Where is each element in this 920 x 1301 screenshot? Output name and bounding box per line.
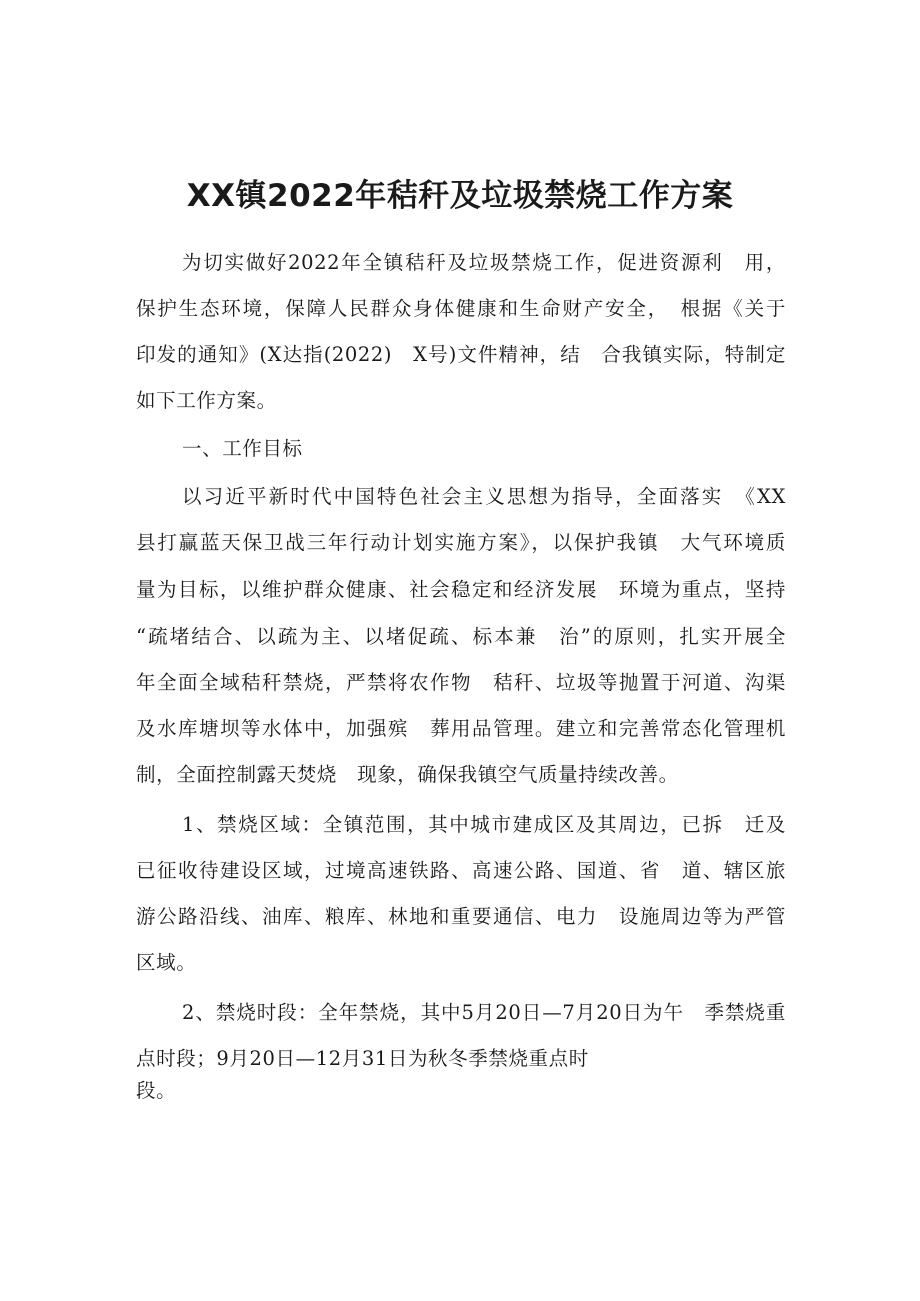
paragraph-line: 如下工作方案。 [136,389,277,412]
paragraph-line: 已征收待建设区域，过境高速铁路、高速公路、国道、省 道、辖区旅 [136,859,786,882]
paragraph-line: 印发的通知》(X达指(2022) X号)文件精神，结 合我镇实际，特制定 [136,343,786,366]
paragraph-line: 为切实做好2022年全镇秸秆及垃圾禁烧工作，促进资源利 用， [182,251,786,274]
paragraph-line: 保护生态环境，保障人民群众身体健康和生命财产安全， 根据《关于 [136,297,786,320]
section-heading: 一、工作目标 [182,437,303,460]
paragraph-line: “疏堵结合、以疏为主、以堵促疏、标本兼 治”的原则，扎实开展全 [136,625,786,648]
paragraph-line: 以习近平新时代中国特色社会主义思想为指导，全面落实 《XX [182,485,786,508]
paragraph-line: 1、禁烧区域：全镇范围，其中城市建成区及其周边，已拆 迁及 [182,813,786,836]
paragraph-line: 点时段；9月20日—12月31日为秋冬季禁烧重点时 [136,1047,589,1070]
document-title: XX镇2022年秸秆及垃圾禁烧工作方案 [186,178,734,214]
paragraph-line: 游公路沿线、油库、粮库、林地和重要通信、电力 设施周边等为严管 [136,905,786,928]
paragraph-line: 段。 [136,1079,177,1102]
paragraph-line: 县打赢蓝天保卫战三年行动计划实施方案》，以保护我镇 大气环境质 [136,531,786,554]
paragraph-line: 及水库塘坝等水体中，加强殡 葬用品管理。建立和完善常态化管理机 [136,717,786,740]
paragraph-line: 制，全面控制露天焚烧 现象，确保我镇空气质量持续改善。 [136,763,679,786]
paragraph-line: 年全面全域秸秆禁烧，严禁将农作物 秸秆、垃圾等抛置于河道、沟渠 [136,671,786,694]
paragraph-line: 2、禁烧时段：全年禁烧，其中5月20日—7月20日为午 季禁烧重 [182,1001,786,1024]
paragraph-line: 量为目标，以维护群众健康、社会稳定和经济发展 环境为重点，坚持 [136,578,786,601]
paragraph-line: 区域。 [136,951,197,974]
